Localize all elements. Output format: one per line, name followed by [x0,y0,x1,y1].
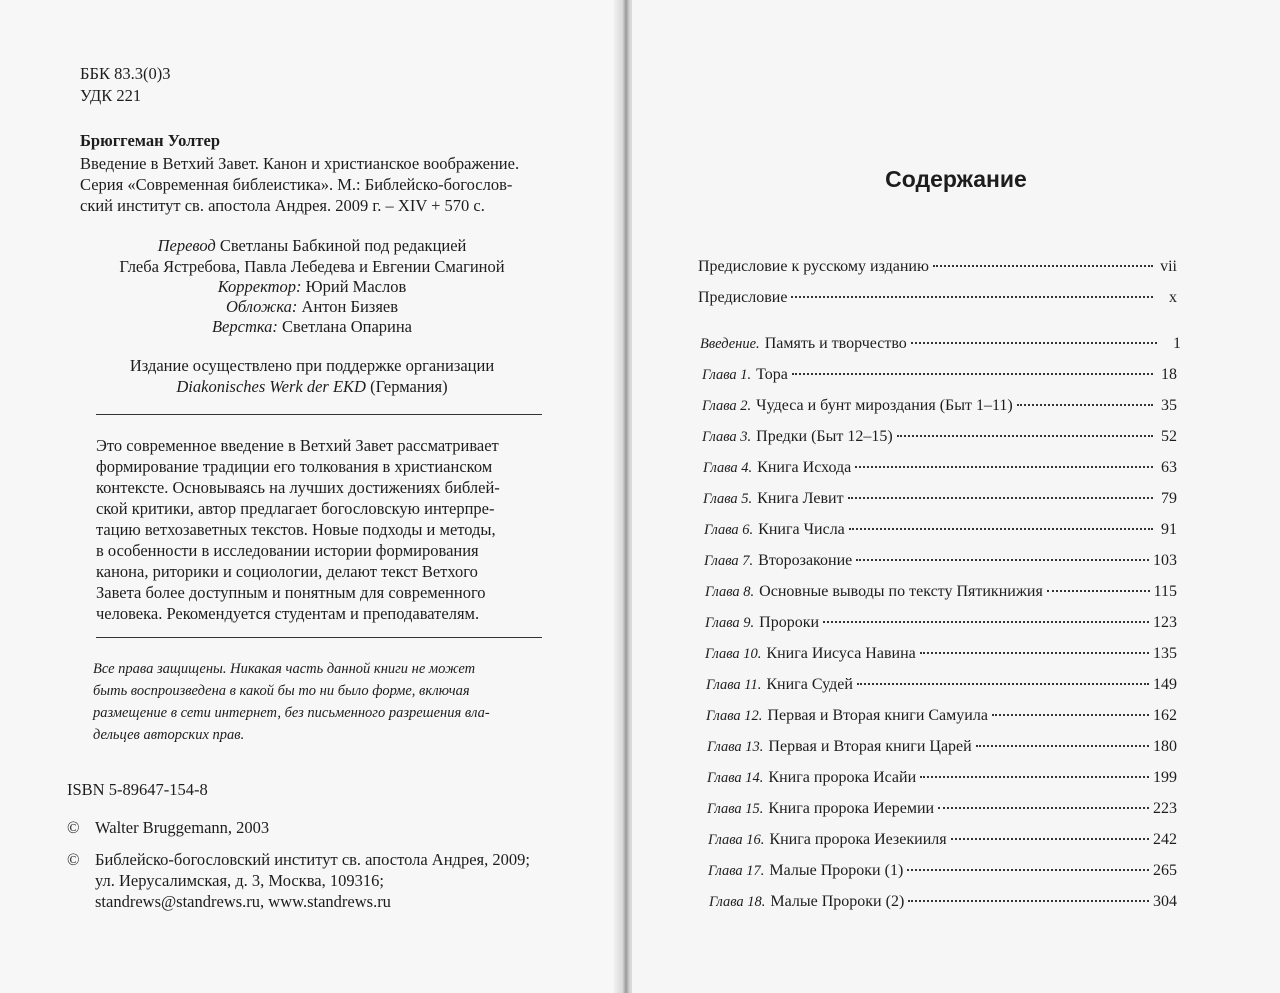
support-org-line [0,377,624,397]
credit-translation [0,236,624,256]
toc-entry-prefix: Глава 12. [706,708,763,724]
toc-title: Содержание [885,166,1027,192]
toc-entry-title: Первая и Вторая книги Самуила [767,707,988,724]
credit-value: Юрий Маслов [301,277,407,296]
toc-entry-title: Чудеса и бунт мироздания (Быт 1–11) [756,397,1013,414]
toc-entry-page: 79 [1161,490,1177,507]
toc-leader-dots [857,683,1149,685]
toc-leader-dots [920,652,1149,654]
toc-entry-prefix: Глава 18. [709,894,766,910]
toc-entry-page: 162 [1153,707,1177,724]
toc-leader-dots [907,869,1149,871]
toc-entry [702,366,1177,388]
toc-entry-title: Книга пророка Исайи [768,769,917,786]
author-name: Брюггеман Уолтер [80,131,221,150]
toc-entry-page: 18 [1161,366,1177,383]
toc-entry-page: 180 [1153,738,1177,755]
toc-entry [703,490,1177,512]
toc-entry-title: Предисловие к русскому изданию [698,258,929,275]
annotation-line: ской критики, автор предлагает богословскую интерпре- [96,499,495,518]
rights-line: размещение в сети интернет, без письменного разрешения вла- [93,705,490,721]
toc-entry-title: Книга пророка Иеремии [768,800,935,817]
toc-entry-prefix: Глава 3. [702,429,752,445]
toc-entry [708,831,1177,853]
support-org: Diakonisches Werk der EKD [176,377,366,396]
toc-entry-page: 199 [1153,769,1177,786]
toc-entry [706,707,1177,729]
biblio-line: Серия «Современная библеистика». М.: Библейско-богослов- [80,175,513,194]
toc-entry-title: Малые Пророки (2) [770,893,905,910]
credit-editors: Глеба Ястребова, Павла Лебедева и Евгении Смагиной [119,257,505,276]
toc-entry-title: Пророки [759,614,820,631]
toc-leader-dots [976,745,1149,747]
toc-entry [707,769,1177,791]
annotation-line: в особенности в исследовании истории формирования [96,541,479,560]
credit-corrector [0,277,624,297]
biblio-line: ский институт св. апостола Андрея. 2009 г. – XIV + 570 с. [80,196,485,215]
toc-entry [698,258,1177,280]
toc-entry-page: 149 [1153,676,1177,693]
toc-leader-dots [855,466,1153,468]
toc-entry-prefix: Глава 15. [707,801,764,817]
toc-leader-dots [848,497,1153,499]
toc-entry-prefix: Глава 4. [703,460,753,476]
support-line: Издание осуществлено при поддержке организации [129,356,495,375]
toc-leader-dots [911,342,1157,344]
toc-leader-dots [933,265,1153,267]
toc-entry-prefix: Глава 17. [708,863,765,879]
toc-entry-prefix: Глава 14. [707,770,764,786]
bbk-code: ББК 83.3(0)3 [80,64,171,83]
toc-entry-title: Предки (Быт 12–15) [756,428,893,445]
annotation-line: Завета более доступным и понятным для современного [96,583,486,602]
divider-top [96,414,542,415]
toc-leader-dots [938,807,1149,809]
copyright-symbol: © [67,850,80,869]
credit-value: Светланы Бабкиной под редакцией [215,236,467,255]
toc-entry [702,397,1177,419]
toc-entry [709,893,1177,915]
credit-role: Обложка: [225,297,298,316]
toc-entry-page: 123 [1153,614,1177,631]
left-page [0,0,624,993]
toc-entry-page: 135 [1153,645,1177,662]
credit-value: Антон Бизяев [297,297,399,316]
toc-entry [702,428,1177,450]
toc-entry-page: 265 [1153,862,1177,879]
annotation-line: тацию ветхозаветных текстов. Новые подходы и методы, [96,520,496,539]
toc-entry-page: 63 [1161,459,1177,476]
support-country: (Германия) [365,377,448,396]
toc-entry-title: Книга пророка Иезекииля [769,831,947,848]
credit-role: Перевод [157,236,216,255]
toc-entry [698,289,1177,311]
toc-entry-prefix: Введение. [700,336,760,352]
toc-leader-dots [849,528,1153,530]
toc-leader-dots [1047,590,1150,592]
rights-line: Все права защищены. Никакая часть данной книги не может [93,661,476,677]
copyright-publisher [67,850,530,870]
toc-entry-page: 35 [1161,397,1177,414]
toc-entry-title: Первая и Вторая книги Царей [768,738,972,755]
copyright-text: Библейско-богословский институт св. апостола Андрея, 2009; [95,850,530,869]
toc-entry-page: 1 [1173,335,1181,352]
credit-cover [0,297,624,317]
isbn: ISBN 5-89647-154-8 [67,780,208,799]
toc-entry-title: Книга Иисуса Навина [766,645,916,662]
toc-leader-dots [856,559,1149,561]
copyright-symbol: © [67,818,80,837]
toc-entry-page: 242 [1153,831,1177,848]
toc-entry [704,552,1177,574]
credit-layout [0,317,624,337]
toc-leader-dots [1017,404,1153,406]
credit-role: Верстка: [211,317,278,336]
divider-bottom [96,637,542,638]
annotation-line: канона, риторики и социологии, делают текст Ветхого [96,562,478,581]
annotation-line: Это современное введение в Ветхий Завет рассматривает [96,436,499,455]
toc-entry-prefix: Глава 9. [705,615,755,631]
toc-entry-title: Малые Пророки (1) [769,862,904,879]
toc-entry-prefix: Глава 7. [704,553,754,569]
toc-entry-prefix: Глава 13. [707,739,764,755]
toc-entry-page: x [1169,289,1177,306]
toc-entry-title: Память и творчество [764,335,907,352]
toc-leader-dots [823,621,1149,623]
toc-entry-title: Основные выводы по тексту Пятикнижия [759,583,1043,600]
toc-entry [705,583,1177,605]
toc-leader-dots [897,435,1153,437]
toc-leader-dots [992,714,1149,716]
toc-entry-title: Книга Левит [757,490,844,507]
annotation-line: контексте. Основываясь на лучших достижениях библей- [96,478,500,497]
publisher-contacts: standrews@standrews.ru, www.standrews.ru [95,892,391,911]
toc-entry-page: 103 [1153,552,1177,569]
toc-entry [704,521,1177,543]
toc-leader-dots [791,296,1153,298]
toc-entry-page: 304 [1153,893,1177,910]
copyright-text: Walter Bruggemann, 2003 [95,818,270,837]
toc-entry-prefix: Глава 2. [702,398,752,414]
toc-entry [707,738,1177,760]
toc-entry-title: Книга Числа [758,521,845,538]
right-page [632,0,1280,993]
toc-entry-title: Книга Судей [766,676,853,693]
toc-entry [707,800,1177,822]
publisher-address: ул. Иерусалимская, д. 3, Москва, 109316; [95,871,384,890]
toc-leader-dots [920,776,1149,778]
toc-leader-dots [951,838,1149,840]
credit-role: Корректор: [217,277,302,296]
toc-entry-title: Предисловие [698,289,788,306]
toc-entry-prefix: Глава 11. [706,677,762,693]
toc-entry-page: 52 [1161,428,1177,445]
toc-entry [708,862,1177,884]
toc-entry-prefix: Глава 6. [704,522,754,538]
toc-leader-dots [792,373,1153,375]
annotation-line: формирование традиции его толкования в христианском [96,457,493,476]
toc-entry-prefix: Глава 1. [702,367,752,383]
toc-entry-title: Тора [756,366,788,383]
toc-entry-page: 91 [1161,521,1177,538]
toc-entry [705,645,1177,667]
toc-entry [706,676,1177,698]
toc-entry [700,335,1181,357]
toc-entry-prefix: Глава 8. [705,584,755,600]
toc-entry-prefix: Глава 10. [705,646,762,662]
toc-entry-prefix: Глава 16. [708,832,765,848]
toc-entry-title: Второзаконие [758,552,853,569]
toc-entry [705,614,1177,636]
udk-code: УДК 221 [80,86,142,105]
toc-entry-page: 115 [1153,583,1177,600]
copyright-author [67,818,269,838]
rights-line: быть воспроизведена в какой бы то ни было форме, включая [93,683,470,699]
biblio-line: Введение в Ветхий Завет. Канон и христианское воображение. [80,154,520,173]
toc-entry-title: Книга Исхода [757,459,852,476]
toc-leader-dots [908,900,1149,902]
toc-entry-page: 223 [1153,800,1177,817]
toc-entry-prefix: Глава 5. [703,491,753,507]
toc-entry [703,459,1177,481]
credit-value: Светлана Опарина [277,317,413,336]
toc-entry-page: vii [1160,258,1177,275]
annotation-line: человека. Рекомендуется студентам и преподавателям. [96,604,480,623]
rights-line: дельцев авторских прав. [93,727,245,743]
